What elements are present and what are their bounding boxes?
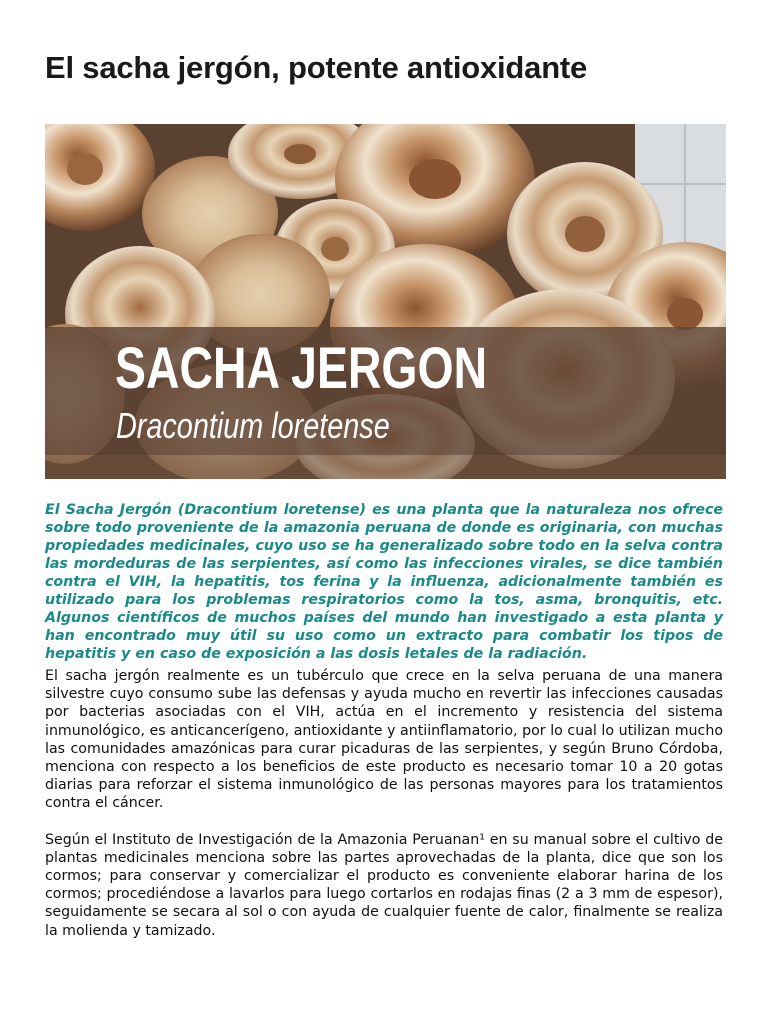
hero-subheading: Dracontium loretense — [116, 405, 390, 446]
hero-image — [45, 124, 726, 479]
article-title: El sacha jergón, potente antioxidante — [45, 50, 588, 85]
lead-paragraph: El Sacha Jergón (Dracontium loretense) es una planta que la naturaleza nos ofrece sobre todo proveniente de la amazonia peruana de donde es originaria, con muchas propiedades medicinales, cuyo uso se ha generalizado sobre todo en la selva contra las mordeduras de las serpientes, así como las infecciones virales, se dice también contra el VIH, la hepatitis, tos ferina y la influenza, adicionalmente también es utilizado para los problemas respiratorios como la tos, asma, bronquitis, etc. Algunos científicos de muchos países del mundo han investigado a esta planta y han encontrado muy útil su uso como un extracto para combatir los tipos de hepatitis y en caso de exposición a las dosis letales de la radiación. — [45, 502, 723, 662]
body-paragraph: Según el Instituto de Investigación de la Amazonia Peruanan¹ en su manual sobre el cultivo de plantas medicinales menciona sobre las partes aprovechadas de la planta, dice que son los cormos; para conservar y comercializar el producto es conveniente elaborar harina de los cormos; procediéndose a lavarlos para luego cortarlos en rodajas finas (2 a 3 mm de espesor), seguidamente se secara al sol o con ayuda de cualquier fuente de calor, finalmente se realiza la molienda y tamizado. — [45, 831, 723, 939]
body-paragraph: El sacha jergón realmente es un tubérculo que crece en la selva peruana de una manera silvestre cuyo consumo sube las defensas y ayuda mucho en revertir las infecciones causadas por bacterias asociadas con el VIH, actúa en el incremento y resistencia del sistema inmunológico, es anticancerígeno, antioxidante y antiinflamatorio, por lo cual lo utilizan mucho las comunidades amazónicas para curar picaduras de las serpientes, y según Bruno Córdoba, menciona con respecto a los beneficios de este producto es necesario tomar 10 a 20 gotas diarias para reforzar el sistema inmunológico de las personas mayores para los tratamientos contra el cáncer. — [45, 668, 723, 812]
hero-heading: SACHA JERGON — [115, 336, 488, 401]
